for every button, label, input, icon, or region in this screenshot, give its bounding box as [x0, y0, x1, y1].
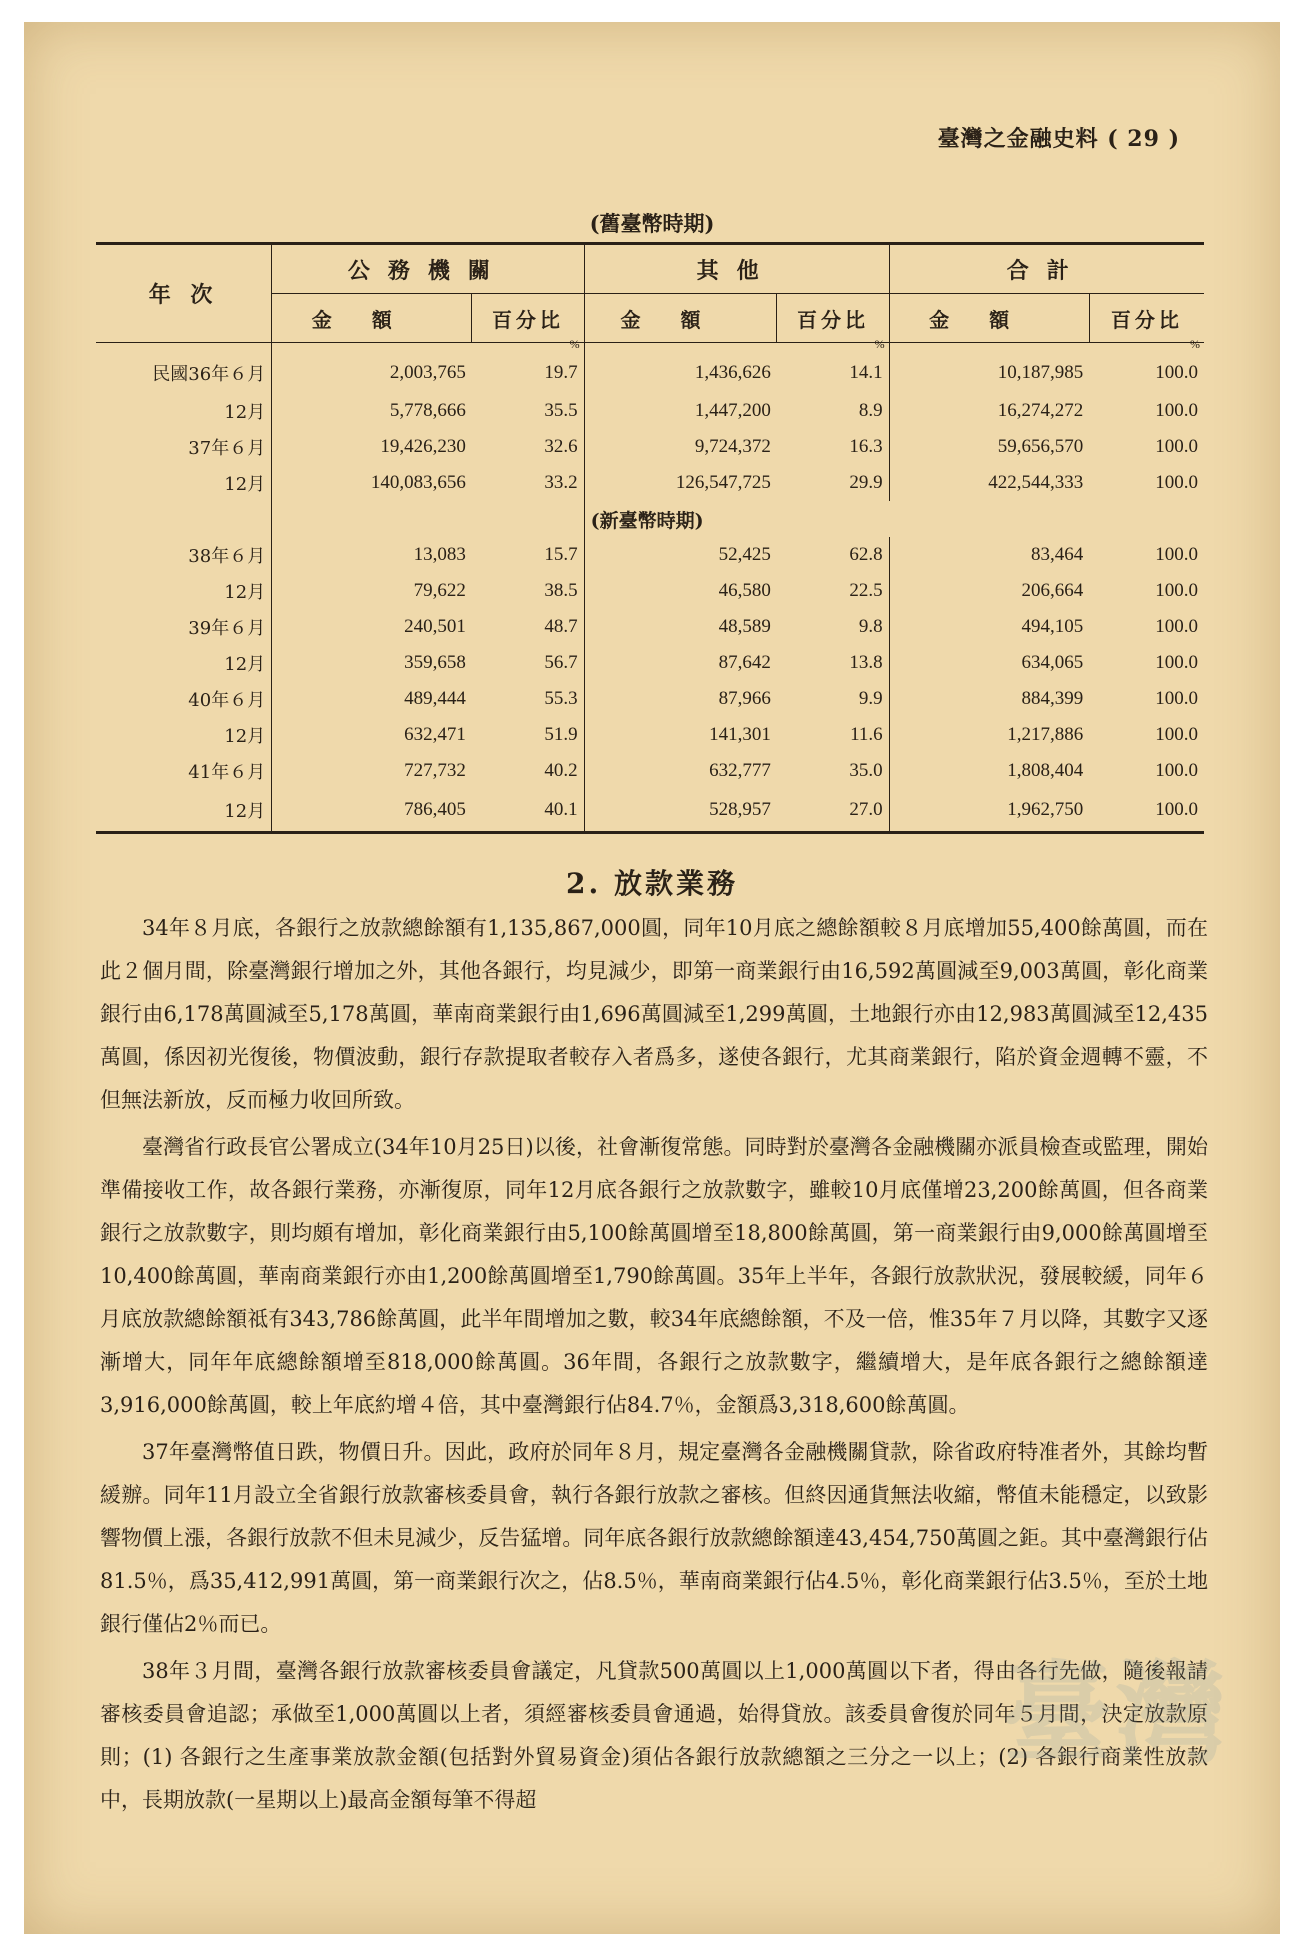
percent-header: 百分比	[472, 294, 584, 343]
table-row	[96, 681, 1204, 717]
cell-amount: 9,724,372	[694, 436, 771, 457]
deposit-table	[96, 242, 1204, 834]
cell-percent: 100.0	[1155, 760, 1198, 781]
cell-amount: 494,105	[1021, 616, 1084, 637]
cell-amount: 1,217,886	[1007, 724, 1084, 745]
row-label: 39年６月	[96, 609, 272, 645]
row-label: 12月	[96, 717, 272, 753]
cell-percent: 100.0	[1155, 616, 1198, 637]
cell-amount: 59,656,570	[997, 436, 1084, 457]
cell-amount: 727,732	[404, 760, 466, 781]
cell-amount: 632,777	[709, 760, 771, 781]
cell-amount: 632,471	[404, 724, 466, 745]
cell-amount: 1,808,404	[1007, 760, 1084, 781]
cell-amount: 10,187,985	[997, 362, 1084, 383]
cell-amount: 422,544,333	[988, 472, 1084, 493]
cell-amount: 140,083,656	[370, 472, 466, 493]
table-row	[96, 393, 1204, 429]
paragraph: 臺灣省行政長官公署成立(34年10月25日)以後，社會漸復常態。同時對於臺灣各金融機關亦派員檢查或監理，開始準備接收工作，故各銀行業務，亦漸復原，同年12月底各銀行之放款數字，雖較10月底僅增23,200餘萬圓，但各商業銀行之放款數字，則均頗有增加，彰化商業銀行由5,100餘萬圓增至18,800餘萬圓，第一商業銀行由9,000餘萬圓增至10,400餘萬圓，華南商業銀行亦由1,200餘萬圓增至1,790餘萬圓。35年上半年，各銀行放款狀況，發展較緩，同年６月底放款總餘額祗有343,786餘萬圓，此半年間增加之數，較34年底總餘額，不及一倍，惟35年７月以降，其數字又逐漸增大，同年年底總餘額增至818,000餘萬圓。36年間，各銀行之放款數字，繼續增大，是年底各銀行之總餘額達3,916,000餘萬圓，較上年底約增４倍，其中臺灣銀行佔84.7％，金額爲3,318,600餘萬圓。	[100, 1135, 1208, 1417]
scanned-page	[24, 22, 1280, 1934]
row-label: 12月	[96, 645, 272, 681]
row-label: 民國36年６月	[96, 343, 272, 394]
amount-header: 金額	[272, 294, 472, 343]
cell-amount: 1,962,750	[889, 789, 1089, 833]
table-caption-old-currency: (舊臺幣時期)	[589, 211, 715, 236]
cell-amount: 359,658	[404, 652, 466, 673]
cell-percent: % 19.7	[472, 343, 584, 394]
cell-amount: 489,444	[404, 688, 466, 709]
row-label: 12月	[96, 789, 272, 833]
cell-percent: 8.9	[777, 393, 889, 429]
cell-percent: 27.0	[777, 789, 889, 833]
cell-percent: 22.5	[777, 573, 889, 609]
cell-amount: 240,501	[404, 616, 466, 637]
row-label: 12月	[96, 393, 272, 429]
cell-percent: 9.8	[777, 609, 889, 645]
cell-amount: 141,301	[709, 724, 771, 745]
cell-percent: 100.0	[1155, 400, 1198, 421]
amount-header: 金額	[889, 294, 1089, 343]
cell-percent: 100.0	[1155, 652, 1198, 673]
row-label: 12月	[96, 573, 272, 609]
cell-percent: % 100.0	[1155, 337, 1200, 383]
watermark-logo: 臺灣	[1002, 1653, 1230, 1776]
cell-percent: 100.0	[1155, 580, 1198, 601]
table-row	[96, 537, 1204, 573]
cell-amount: 634,065	[1021, 652, 1084, 673]
cell-percent: 100.0	[1155, 436, 1198, 457]
table-row	[96, 645, 1204, 681]
cell-percent: 9.9	[777, 681, 889, 717]
cell-amount: 786,405	[272, 789, 472, 833]
cell-amount: 87,642	[718, 652, 771, 673]
table-row	[96, 609, 1204, 645]
cell-amount: 5,778,666	[389, 400, 466, 421]
table-row	[96, 789, 1204, 833]
cell-percent: 13.8	[777, 645, 889, 681]
year-header: 年 次	[96, 244, 272, 343]
cell-amount: 206,664	[1021, 580, 1084, 601]
group-header-government: 公務機關	[272, 244, 584, 294]
cell-amount: 1,447,200	[694, 400, 771, 421]
cell-amount: 52,425	[718, 544, 771, 565]
cell-percent: 62.8	[777, 537, 889, 573]
cell-amount: 1,436,626	[694, 362, 771, 383]
cell-amount: 16,274,272	[997, 400, 1084, 421]
percent-header: 百分比	[777, 294, 889, 343]
cell-percent: 56.7	[472, 645, 584, 681]
cell-percent: 100.0	[1155, 688, 1198, 709]
cell-amount: 79,622	[413, 580, 466, 601]
table-row	[96, 753, 1204, 789]
cell-percent: 100.0	[1089, 789, 1204, 833]
row-label: 12月	[96, 465, 272, 501]
period-label-row	[96, 501, 1204, 537]
cell-percent: 40.1	[472, 789, 584, 833]
cell-percent: 11.6	[777, 717, 889, 753]
cell-percent: 100.0	[1155, 724, 1198, 745]
table-header-row-groups	[96, 244, 1204, 294]
cell-amount: 46,580	[718, 580, 771, 601]
amount-header: 金額	[584, 294, 777, 343]
row-label: 41年６月	[96, 753, 272, 789]
cell-percent: % 14.1	[777, 343, 889, 394]
group-header-other: 其他	[584, 244, 889, 294]
running-header: 臺灣之金融史料 ( 29 )	[937, 126, 1180, 152]
cell-amount: 19,426,230	[380, 436, 466, 457]
cell-amount: 83,464	[1030, 544, 1084, 565]
cell-percent: 29.9	[777, 465, 889, 501]
cell-percent: 100.0	[1155, 544, 1198, 565]
percent-header: 百分比	[1089, 294, 1204, 343]
cell-percent: 15.7	[472, 537, 584, 573]
cell-amount: 87,966	[718, 688, 771, 709]
cell-percent: 51.9	[472, 717, 584, 753]
cell-amount: 884,399	[1021, 688, 1084, 709]
paragraph: 38年３月間，臺灣各銀行放款審核委員會議定，凡貸款500萬圓以上1,000萬圓以下者，得由各行先做，隨後報請審核委員會追認；承做至1,000萬圓以上者，須經審核委員會通過，始得貸放。該委員會復於同年５月間，決定放款原則；(1) 各銀行之生產事業放款金額(包括對外貿易資金)須佔各銀行放款總額之三分之一以上；(2) 各銀行商業性放款中，長期放款(一星期以上)最高金額每筆不得超	[100, 1659, 1208, 1812]
cell-percent: 40.2	[472, 753, 584, 789]
cell-percent: 35.5	[472, 393, 584, 429]
section-title: 2. 放款業務	[566, 867, 738, 900]
table-row	[96, 429, 1204, 465]
cell-amount: 126,547,725	[675, 472, 771, 493]
table-row	[96, 717, 1204, 753]
cell-amount: 13,083	[413, 544, 466, 565]
cell-percent: 48.7	[472, 609, 584, 645]
row-label: 38年６月	[96, 537, 272, 573]
row-label: 40年６月	[96, 681, 272, 717]
row-label: 37年６月	[96, 429, 272, 465]
cell-percent: 32.6	[472, 429, 584, 465]
cell-percent: 55.3	[472, 681, 584, 717]
paragraph: 34年８月底，各銀行之放款總餘額有1,135,867,000圓，同年10月底之總餘額較８月底增加55,400餘萬圓，而在此２個月間，除臺灣銀行增加之外，其他各銀行，均見減少，即第一商業銀行由16,592萬圓減至9,003萬圓，彰化商業銀行由6,178萬圓減至5,178萬圓，華南商業銀行由1,696萬圓減至1,299萬圓，土地銀行亦由12,983萬圓減至12,435萬圓，係因初光復後，物價波動，銀行存款提取者較存入者爲多，遂使各銀行，尤其商業銀行，陷於資金週轉不靈，不但無法新放，反而極力收回所致。	[100, 916, 1208, 1112]
cell-percent: 35.0	[777, 753, 889, 789]
percent-sign: %	[569, 337, 580, 351]
cell-amount: 48,589	[718, 616, 771, 637]
cell-percent: 38.5	[472, 573, 584, 609]
table-row	[96, 573, 1204, 609]
table-row	[96, 343, 1204, 394]
percent-sign: %	[1190, 337, 1200, 351]
cell-percent: 100.0	[1155, 472, 1198, 493]
group-header-total: 合計	[889, 244, 1204, 294]
cell-percent: 33.2	[472, 465, 584, 501]
table-caption-new-currency: (新臺幣時期)	[590, 509, 704, 532]
percent-sign: %	[874, 337, 885, 351]
cell-amount: 528,957	[584, 789, 777, 833]
cell-amount: 2,003,765	[389, 362, 466, 383]
cell-percent: 16.3	[777, 429, 889, 465]
paragraph: 37年臺灣幣值日跌，物價日升。因此，政府於同年８月，規定臺灣各金融機關貸款，除省政府特准者外，其餘均暫緩辦。同年11月設立全省銀行放款審核委員會，執行各銀行放款之審核。但終因通貨無法收縮，幣值未能穩定，以致影響物價上漲，各銀行放款不但未見減少，反告猛增。同年底各銀行放款總餘額達43,454,750萬圓之鉅。其中臺灣銀行佔81.5％，爲35,412,991萬圓，第一商業銀行次之，佔8.5％，華南商業銀行佔4.5％，彰化商業銀行佔3.5％，至於土地銀行僅佔2％而已。	[100, 1440, 1208, 1636]
table-row	[96, 465, 1204, 501]
